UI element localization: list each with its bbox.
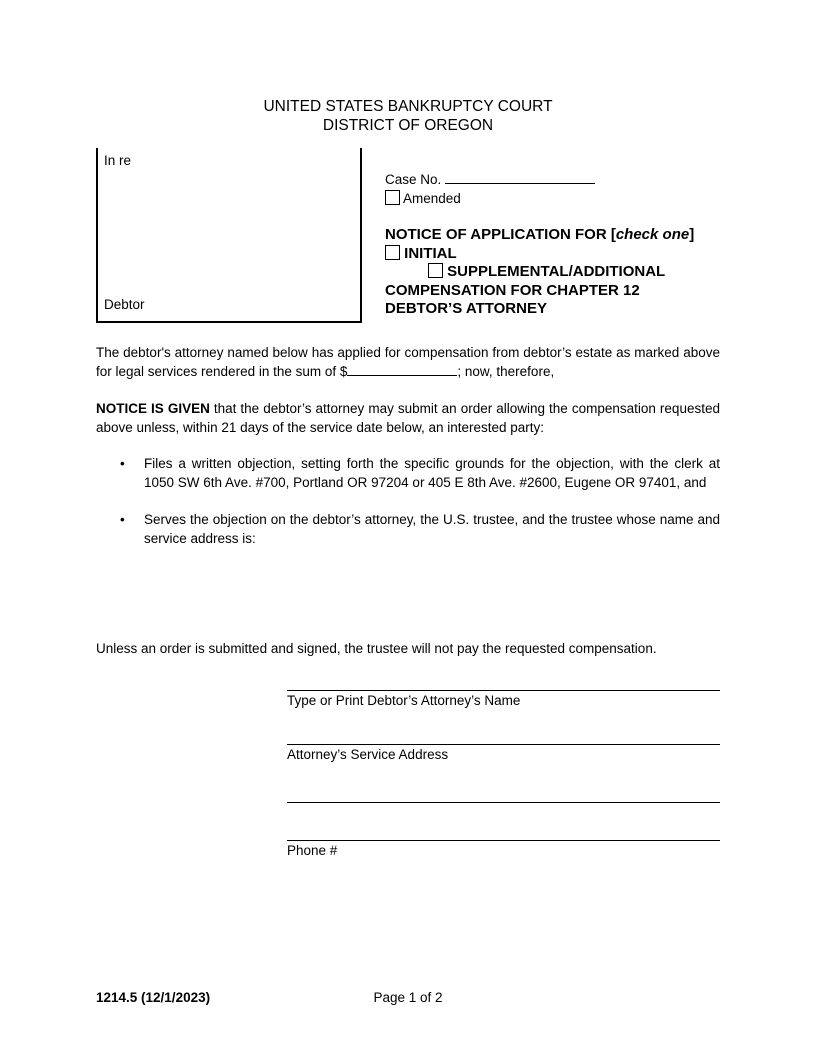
applied-text-after-blank: ; now, therefore, — [457, 364, 555, 379]
bullet-icon: • — [120, 512, 125, 527]
notice-is-given-lead: NOTICE IS GIVEN — [96, 401, 210, 416]
bullet-files-objection: Files a written objection, setting forth the specific grounds for the objection, with the clerk at 1050 SW 6th Ave. #700, Portland OR 97204 or 405 E 8th Ave. #2600, Eugene OR 97401, and — [144, 456, 720, 490]
case-number-row — [385, 170, 720, 189]
debtor-label: Debtor — [104, 297, 145, 312]
paragraph-compensation-applied — [96, 343, 720, 381]
amended-label: Amended — [403, 191, 461, 206]
footer — [96, 988, 720, 1007]
sum-amount-blank[interactable] — [347, 362, 457, 376]
in-re-label: In re — [104, 153, 132, 168]
service-address-line-2[interactable] — [287, 784, 720, 803]
notice-title-continuation: COMPENSATION FOR CHAPTER 12 DEBTOR’S ATTORNEY — [385, 281, 640, 317]
list-item — [120, 454, 720, 492]
initial-checkbox[interactable] — [385, 245, 400, 260]
notice-title-suffix: ] — [689, 226, 695, 243]
phone-line[interactable] — [287, 822, 720, 841]
case-number-blank[interactable] — [445, 170, 595, 184]
attorney-name-line[interactable] — [287, 672, 720, 691]
caption-debtor-cell — [96, 148, 362, 323]
supplemental-label: SUPPLEMENTAL/ADDITIONAL — [447, 263, 666, 280]
supplemental-checkbox[interactable] — [428, 263, 443, 278]
check-one-emphasis: check one — [615, 226, 690, 243]
court-name: UNITED STATES BANKRUPTCY COURT — [263, 98, 553, 115]
paragraph-closing: Unless an order is submitted and signed, the trustee will not pay the requested compensation. — [96, 641, 657, 656]
district-name: DISTRICT OF OREGON — [322, 117, 494, 134]
notice-given-text: that the debtor’s attorney may submit an order allowing the compensation requested above unless, within 21 days of the service date below, an interested party: — [96, 401, 720, 435]
signature-block — [287, 672, 720, 860]
service-address-label: Attorney’s Service Address — [287, 747, 449, 762]
case-caption — [96, 148, 720, 323]
amended-checkbox[interactable] — [385, 190, 400, 205]
list-item — [120, 510, 720, 548]
notice-title-prefix: NOTICE OF APPLICATION FOR [ — [385, 226, 616, 243]
applied-text-before-blank: The debtor's attorney named below has applied for compensation from debtor’s estate as marked above for legal services rendered in the sum of $ — [96, 345, 720, 379]
caption-notice-cell — [362, 148, 720, 323]
supplemental-option — [428, 263, 665, 280]
form-number: 1214.5 (12/1/2023) — [96, 990, 211, 1005]
amended-row — [385, 189, 720, 208]
service-address-line[interactable] — [287, 726, 720, 745]
objection-bullet-list — [120, 454, 720, 548]
initial-label: INITIAL — [404, 244, 457, 262]
bullet-icon: • — [120, 456, 125, 471]
bullet-serves-objection: Serves the objection on the debtor’s attorney, the U.S. trustee, and the trustee whose name and service address is: — [144, 512, 720, 546]
case-no-label: Case No. — [385, 172, 442, 187]
notice-title — [385, 226, 720, 319]
attorney-name-label: Type or Print Debtor’s Attorney’s Name — [287, 693, 521, 708]
paragraph-notice-given — [96, 399, 720, 437]
initial-option — [385, 245, 457, 262]
phone-label: Phone # — [287, 843, 338, 858]
court-header — [96, 97, 720, 135]
page-number: Page 1 of 2 — [373, 990, 443, 1005]
